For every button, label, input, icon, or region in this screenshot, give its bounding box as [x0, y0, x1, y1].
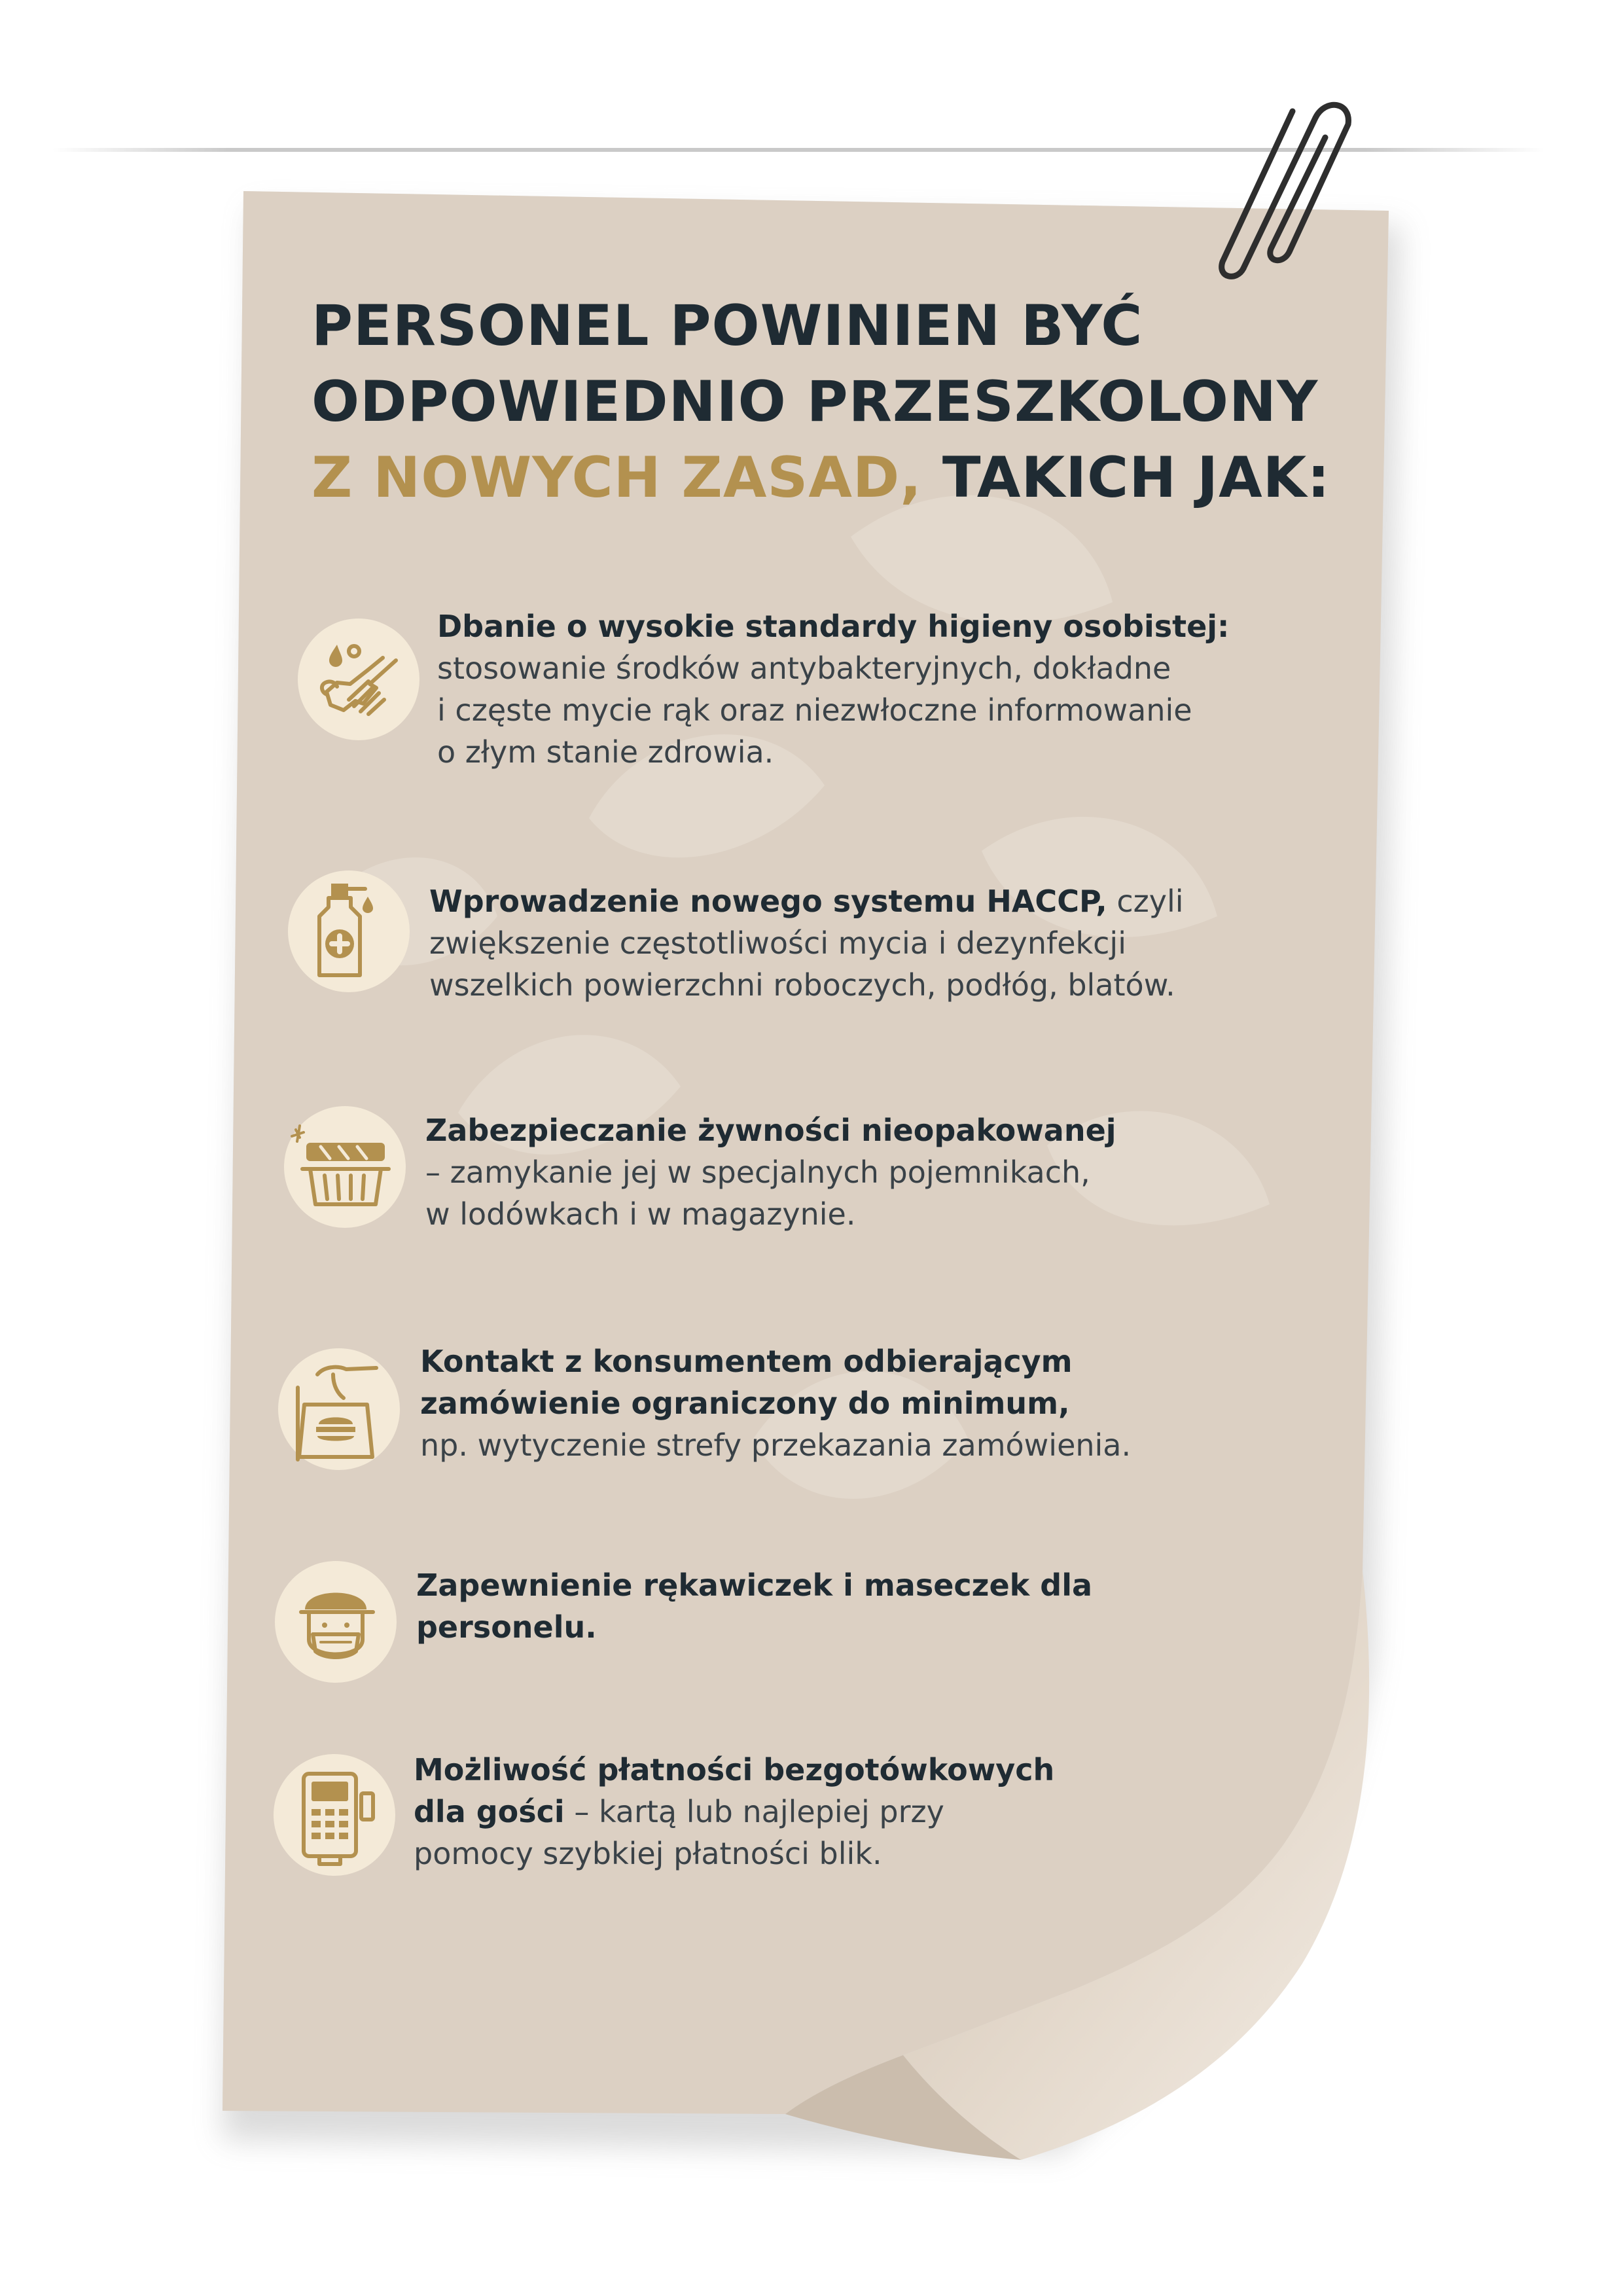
title-line-2: ODPOWIEDNIO PRZESZKOLONY [312, 369, 1319, 435]
item-contact-title-2: zamówienie ograniczony do minimum, [420, 1386, 1070, 1421]
item-haccp-tail: czyli [1107, 884, 1184, 919]
item-hygiene-line-1: stosowanie środków antybakteryjnych, dokładne [437, 651, 1171, 686]
item-haccp-title: Wprowadzenie nowego systemu HACCP, [429, 884, 1107, 919]
item-food-title: Zabezpieczanie żywności nieopakowanej [425, 1113, 1116, 1148]
item-payment-tail: – kartą lub najlepiej przy [564, 1794, 944, 1829]
item-contact-title-1: Kontakt z konsumentem odbierającym [420, 1344, 1073, 1379]
item-payment [414, 1749, 1330, 1874]
item-haccp-line-0 [429, 880, 1346, 922]
item-food [425, 1109, 1342, 1235]
item-food-line-2: w lodówkach i w magazynie. [425, 1196, 856, 1232]
sanitizer-bottle-icon [288, 870, 410, 992]
item-hygiene [437, 605, 1353, 773]
food-container-icon [284, 1106, 406, 1228]
item-food-line-1: – zamykanie jej w specjalnych pojemnikach, [425, 1155, 1090, 1190]
item-gloves [416, 1564, 1332, 1648]
item-payment-line-0 [414, 1791, 1330, 1833]
item-haccp-line-1: zwiększenie częstotliwości mycia i dezynfekcji [429, 925, 1126, 961]
paperclip-icon [1217, 92, 1368, 288]
payment-terminal-icon [274, 1754, 395, 1876]
item-hygiene-title: Dbanie o wysokie standardy higieny osobistej: [437, 609, 1230, 644]
handwash-icon [298, 619, 419, 740]
page-title [312, 288, 1424, 516]
item-haccp-line-2: wszelkich powierzchni roboczych, podłóg, blatów. [429, 967, 1175, 1003]
title-rest: TAKICH JAK: [942, 445, 1330, 511]
item-hygiene-line-3: o złym stanie zdrowia. [437, 734, 774, 770]
item-payment-title-1: Możliwość płatności bezgotówkowych [414, 1752, 1055, 1787]
item-hygiene-line-2: i częste mycie rąk oraz niezwłoczne informowanie [437, 692, 1192, 728]
item-contact-line-1: np. wytyczenie strefy przekazania zamówienia. [420, 1427, 1132, 1463]
title-line-3 [312, 440, 1424, 516]
title-accent: Z NOWYCH ZASAD, [312, 445, 922, 511]
title-line-1: PERSONEL POWINIEN BYĆ [312, 293, 1143, 359]
item-gloves-title-2: personelu. [416, 1609, 597, 1645]
masked-worker-icon [275, 1561, 397, 1683]
item-haccp [429, 880, 1346, 1006]
takeaway-bag-icon [278, 1348, 400, 1470]
item-payment-title-2: dla gości [414, 1794, 565, 1829]
item-payment-line-1: pomocy szybkiej płatności blik. [414, 1836, 882, 1871]
item-contact [420, 1340, 1336, 1466]
item-gloves-title-1: Zapewnienie rękawiczek i maseczek dla [416, 1568, 1093, 1603]
